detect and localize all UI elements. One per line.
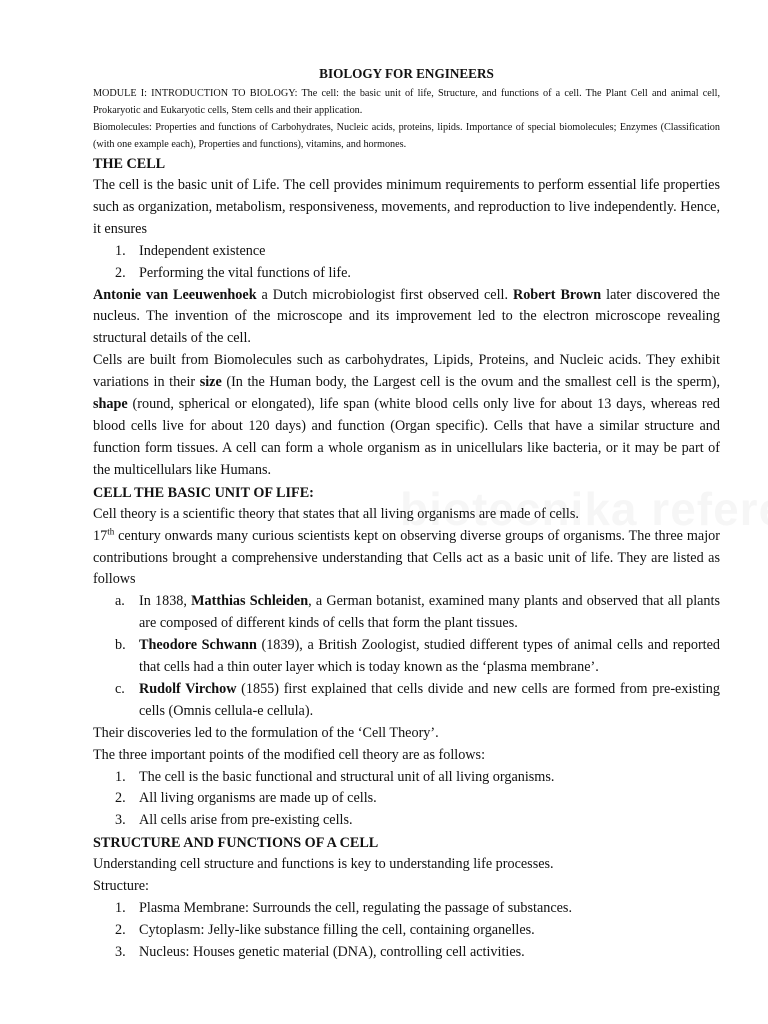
list-item: 1. The cell is the basic functional and structural unit of all living organisms. [115, 768, 555, 785]
biomolecules-description: Biomolecules: Properties and functions of Carbohydrates, Nucleic acids, proteins, lipids. Importance of special biomolecules; Enzymes (Classification (with one example each), Properties and functions), vitamins, and hormones. [93, 122, 720, 150]
cell-theory-points-list [93, 767, 720, 833]
structure-intro: Understanding cell structure and functions is key to understanding life processes. [93, 856, 554, 873]
century-paragraph: 17th century onwards many curious scientists kept on observing diverse groups of organisms. The three major contributions brought a comprehensive understanding that Cells act as a basic unit of life. They are listed as follows [93, 525, 720, 588]
document-page [93, 66, 720, 964]
list-item: 2. Cytoplasm: Jelly-like substance filling the cell, containing organelles. [115, 922, 535, 938]
list-item: 3. Nucleus: Houses genetic material (DNA), controlling cell activities. [115, 943, 525, 960]
list-item: c. Rudolf Virchow (1855) first explained that cells divide and new cells are formed from pre-existing cells (Omnis cellula-e cellula). [115, 680, 720, 719]
three-points-intro: The three important points of the modified cell theory are as follows: [93, 746, 486, 763]
contributions-list [93, 591, 720, 722]
section-heading-structure: STRUCTURE AND FUNCTIONS OF A CELL [93, 835, 379, 852]
list-item: 3. All cells arise from pre-existing cells. [115, 812, 353, 829]
structure-list [93, 898, 720, 964]
document-title: BIOLOGY FOR ENGINEERS [319, 66, 494, 81]
list-item: 2. Performing the vital functions of life. [115, 264, 351, 281]
ensures-list [93, 241, 720, 285]
discoveries-line: Their discoveries led to the formulation of the ‘Cell Theory’. [93, 724, 439, 741]
list-item: 1. Independent existence [115, 242, 266, 259]
leeuwenhoek-paragraph: Antonie van Leeuwenhoek a Dutch microbiologist first observed cell. Robert Brown later discovered the nucleus. The invention of the microscope and its improvement led to the electron microscope revealing structural details of the cell. [93, 286, 720, 347]
cell-intro-paragraph: The cell is the basic unit of Life. The cell provides minimum requirements to perform essential life properties such as organization, metabolism, responsiveness, movements, and reproduction to live independently. Hence, it ensures [93, 177, 720, 237]
module-description: MODULE I: INTRODUCTION TO BIOLOGY: The cell: the basic unit of life, Structure, and functions of a cell. The Plant Cell and animal cell, Prokaryotic and Eukaryotic cells, Stem cells and their application. [93, 88, 720, 116]
structure-label: Structure: [93, 878, 149, 895]
cell-theory-definition: Cell theory is a scientific theory that states that all living organisms are made of cells. [93, 505, 579, 522]
section-heading-basic-unit: CELL THE BASIC UNIT OF LIFE: [93, 484, 314, 501]
list-item: a. In 1838, Matthias Schleiden, a German botanist, examined many plants and observed that all plants are composed of different kinds of cells that form the plant tissues. [115, 593, 720, 632]
biomolecules-paragraph: Cells are built from Biomolecules such as carbohydrates, Lipids, Proteins, and Nucleic acids. They exhibit variations in their size (In the Human body, the Largest cell is the ovum and the smallest cell is the sperm), shape (round, spherical or elongated), life span (white blood cells only live for about 13 days, whereas red blood cells live for about 120 days) and function (Organ specific). Cells that have a similar structure and function form tissues. A cell can form a whole organism as in unicellulars like bacteria, or it may be part of the multicellulars like Humans. [93, 352, 720, 478]
list-item: 2. All living organisms are made up of cells. [115, 790, 377, 807]
section-heading-the-cell: THE CELL [93, 156, 166, 172]
list-item: 1. Plasma Membrane: Surrounds the cell, regulating the passage of substances. [115, 900, 573, 917]
list-item: b. Theodore Schwann (1839), a British Zoologist, studied different types of animal cells and reported that cells had a thin outer layer which is today known as the ‘plasma membrane’. [115, 637, 721, 676]
